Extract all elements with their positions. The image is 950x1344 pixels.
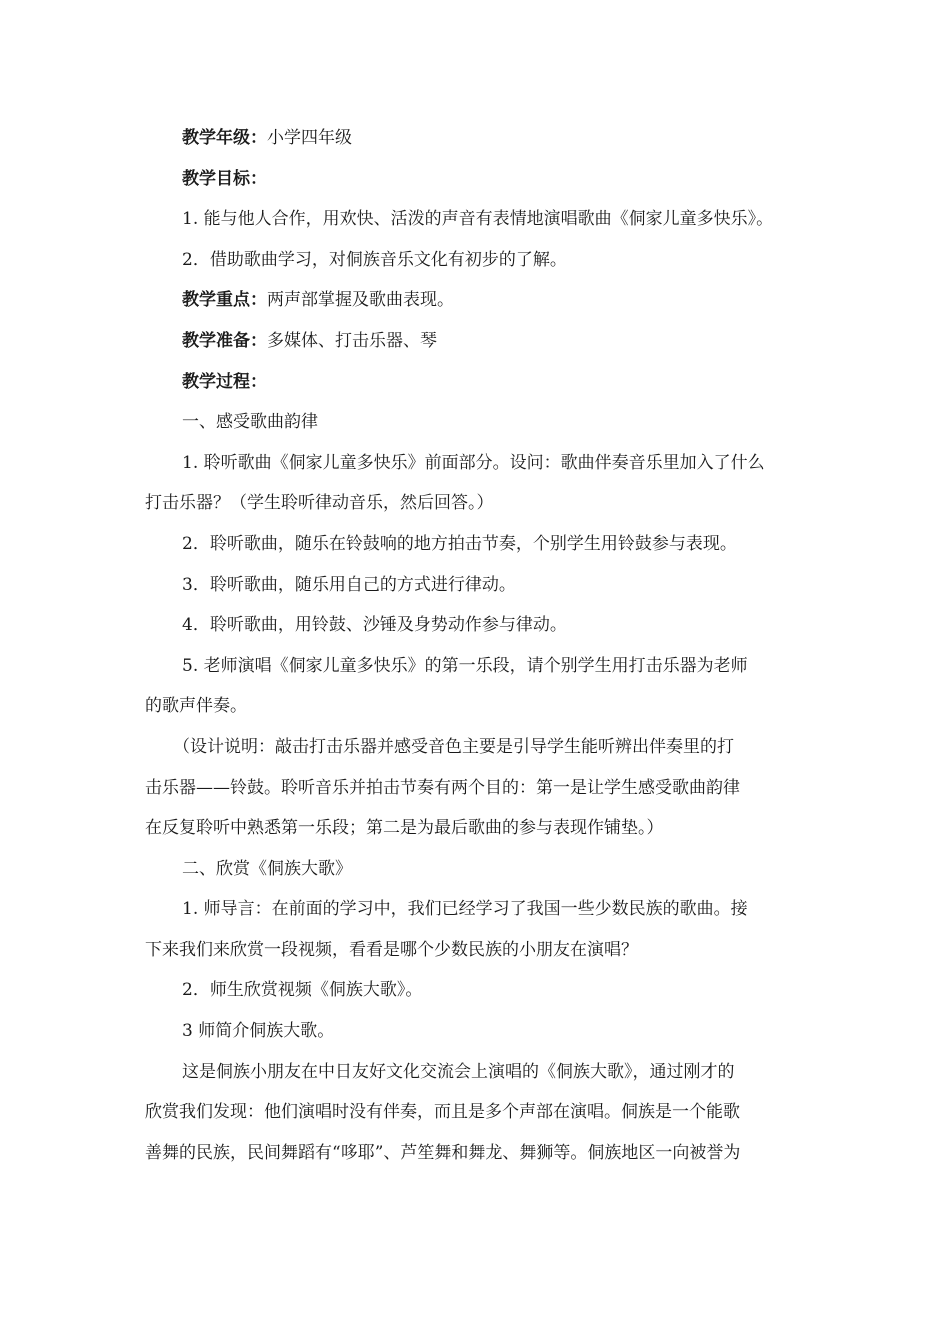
process-label: 教学过程： [182,371,267,392]
section1-step2: 2．聆听歌曲，随乐在铃鼓响的地方拍击节奏，个别学生用铃鼓参与表现。 [182,533,737,554]
key-line [145,280,810,321]
section1-step4: 4．聆听歌曲，用铃鼓、沙锤及身势动作参与律动。 [182,615,567,636]
grade-label: 教学年级： [182,128,267,148]
section1-step1-line2: 打击乐器？（学生聆听律动音乐，然后回答。） [145,493,494,514]
section1-heading: 一、感受歌曲韵律 [182,412,318,433]
section1-step3: 3．聆听歌曲，随乐用自己的方式进行律动。 [182,574,516,595]
goal-1: 1. 能与他人合作，用欢快、活泼的声音有表情地演唱歌曲《侗家儿童多快乐》。 [182,209,774,230]
goals-label: 教学目标： [182,168,267,189]
key-value: 两声部掌握及歌曲表现。 [267,290,454,311]
section1-step5-line2: 的歌声伴奏。 [145,696,247,717]
design-note-line3: 在反复聆听中熟悉第一乐段；第二是为最后歌曲的参与表现作铺垫。） [145,818,664,839]
design-note-line2: 击乐器——铃鼓。聆听音乐并拍击节奏有两个目的：第一是让学生感受歌曲韵律 [145,777,740,798]
prep-value: 多媒体、打击乐器、琴 [267,330,437,351]
section1-step1-line1: 1. 聆听歌曲《侗家儿童多快乐》前面部分。设问：歌曲伴奏音乐里加入了什么 [182,452,765,473]
design-note-line1: （设计说明：敲击打击乐器并感受音色主要是引导学生能听辨出伴奏里的打 [173,736,734,757]
prep-line [145,321,810,362]
section2-step3: 3 师简介侗族大歌。 [182,1021,335,1042]
grade-value: 小学四年级 [267,128,352,148]
section2-step1-line2: 下来我们来欣赏一段视频，看看是哪个少数民族的小朋友在演唱？ [145,939,638,960]
section2-paragraph-line3: 善舞的民族，民间舞蹈有“哆耶”、芦笙舞和舞龙、舞狮等。侗族地区一向被誉为 [145,1142,741,1163]
prep-label: 教学准备： [182,330,267,351]
section2-paragraph-line2: 欣赏我们发现：他们演唱时没有伴奏，而且是多个声部在演唱。侗族是一个能歌 [145,1102,740,1123]
section2-step2: 2．师生欣赏视频《侗族大歌》。 [182,980,423,1001]
goal-2: 2．借助歌曲学习，对侗族音乐文化有初步的了解。 [182,249,567,270]
lesson-plan-body [145,118,810,1173]
grade-line [145,118,810,159]
section2-paragraph-line1: 这是侗族小朋友在中日友好文化交流会上演唱的《侗族大歌》，通过刚才的 [182,1061,735,1082]
section2-step1-line1: 1. 师导言：在前面的学习中，我们已经学习了我国一些少数民族的歌曲。接 [182,899,748,920]
section1-step5-line1: 5. 老师演唱《侗家儿童多快乐》的第一乐段，请个别学生用打击乐器为老师 [182,655,748,676]
key-label: 教学重点： [182,290,267,311]
section2-heading: 二、欣赏《侗族大歌》 [182,858,352,879]
